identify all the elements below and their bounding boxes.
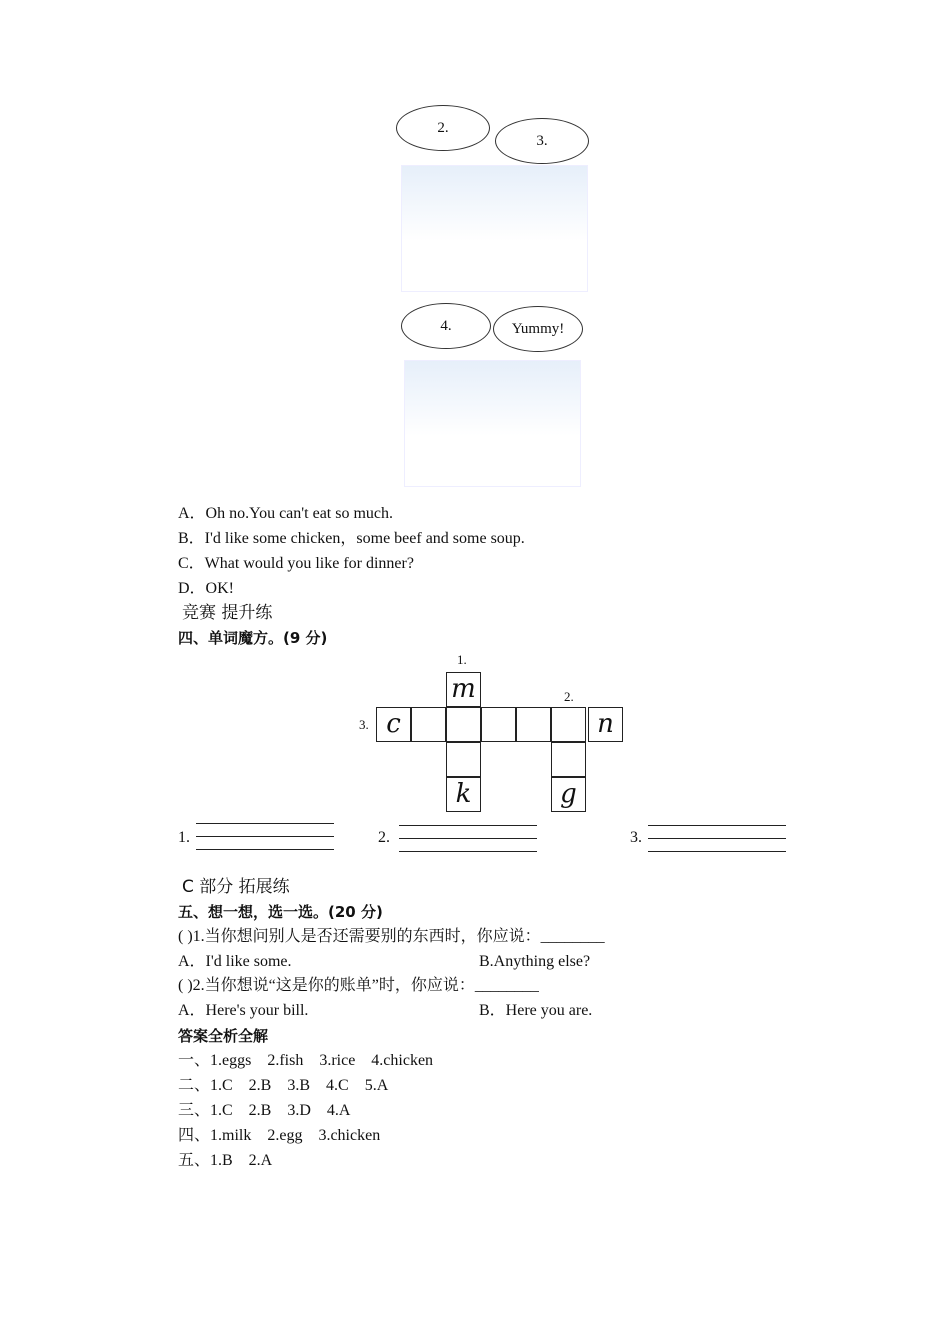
option-a: A．Oh no.You can't eat so much. (178, 505, 394, 522)
option-d: D．OK! (178, 580, 234, 597)
cell (446, 707, 481, 742)
comic-image-2 (404, 360, 581, 487)
cell (481, 707, 516, 742)
choice: B．Here you are. (479, 1002, 593, 1019)
cell: m (446, 672, 481, 707)
answer-label: 1. (178, 829, 190, 846)
choice: B.Anything else? (479, 953, 591, 970)
choice: A．I'd like some. (178, 953, 292, 970)
option-c: C．What would you like for dinner? (178, 555, 414, 572)
speech-bubble: 4. (401, 303, 491, 349)
section-heading: C 部分 拓展练 (182, 877, 290, 897)
question-title: 四、单词魔方。(9 分) (178, 629, 328, 647)
speech-bubble: Yummy! (493, 306, 583, 352)
comic-image-1 (401, 165, 588, 292)
cell (516, 707, 551, 742)
question-stem: ( )1.当你想问别人是否还需要别的东西时，你应说：________ (178, 928, 605, 945)
answer-label: 2. (378, 829, 390, 846)
speech-bubble: 3. (495, 118, 589, 164)
choice: A．Here's your bill. (178, 1002, 309, 1019)
cell (551, 742, 586, 777)
cell: c (376, 707, 411, 742)
answer-line: 一、1.eggs 2.fish 3.rice 4.chicken (178, 1052, 434, 1069)
answers-title: 答案全析全解 (178, 1027, 269, 1045)
answer-line: 五、1.B 2.A (178, 1152, 273, 1169)
question-title: 五、想一想，选一选。(20 分) (178, 903, 383, 921)
answer-line: 三、1.C 2.B 3.D 4.A (178, 1102, 351, 1119)
section-heading: 竞赛 提升练 (182, 603, 273, 623)
clue-number: 2. (564, 689, 574, 704)
cell (446, 742, 481, 777)
cell: g (551, 777, 586, 812)
cell: k (446, 777, 481, 812)
clue-number: 3. (359, 717, 369, 732)
question-stem: ( )2.当你想说“这是你的账单”时，你应说：________ (178, 977, 539, 994)
option-b: B．I'd like some chicken，some beef and some soup. (178, 530, 525, 547)
speech-bubble: 2. (396, 105, 490, 151)
cell (551, 707, 586, 742)
cell: n (588, 707, 623, 742)
cell (411, 707, 446, 742)
answer-line: 四、1.milk 2.egg 3.chicken (178, 1127, 381, 1144)
answer-line: 二、1.C 2.B 3.B 4.C 5.A (178, 1077, 389, 1094)
clue-number: 1. (457, 652, 467, 667)
answer-label: 3. (630, 829, 642, 846)
